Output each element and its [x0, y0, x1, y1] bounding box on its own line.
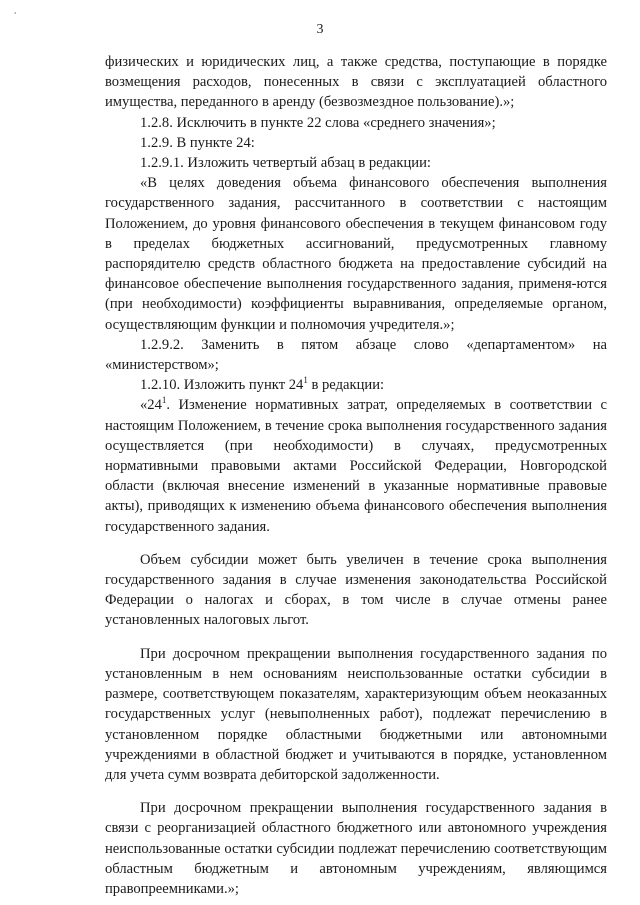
paragraph-point-24-1: [105, 395, 607, 536]
paragraph-continuation: физических и юридических лиц, а также средства, поступающие в порядке возмещения расходов, понесенных в связи с эксплуатацией областного имущества, переданного в аренду (безвозмездное пользование).»;: [105, 54, 607, 111]
paragraph-item-1-2-10: [105, 375, 607, 395]
text-before-sup: 1.2.10. Изложить пункт 24: [140, 377, 304, 394]
text-after-sup: . Изменение нормативных затрат, определяемых в соответствии с настоящим Положением, в течение срока выполнения государственного задания осуществляется (при необходимости) в случаях, предусмотренных нормативными правовыми актами Российской Федерации, Новгородской области (включая внесение изменений в указанные нормативные правовые акты), приводящих к изменению объема финансового обеспечения выполнения государственного задания.: [105, 397, 607, 535]
text-after-sup: в редакции:: [307, 377, 385, 394]
paragraph-reorganization: При досрочном прекращении выполнения государственного задания в связи с реорганизацией областного бюджетного или автономного учреждения неиспользованные остатки субсидии подлежат перечислению соответствующим областным бюджетным и автономным учреждениям, являющимся правопреемниками.»;: [105, 800, 607, 897]
paragraph-item-1-2-8: 1.2.8. Исключить в пункте 22 слова «среднего значения»;: [140, 114, 496, 131]
corner-mark: ⸱: [14, 8, 17, 18]
text-before-sup: «24: [140, 397, 162, 414]
page-number: 3: [316, 22, 324, 37]
paragraph-quoted-fourth-abzac: «В целях доведения объема финансового обеспечения выполнения государственного задания, рассчитанного в соответствии с настоящим Положением, до уровня финансового обеспечения в текущем финансовом году в пределах бюджетных ассигнований, предусмотренных главному распорядителю средств областного бюджета на предоставление субсидий на финансовое обеспечение выполнения государственного задания, применя-ются (при необходимости) коэффициенты выравнивания, определяемые органом, осуществляющим функции и полномочия учредителя.»;: [105, 175, 607, 333]
superscript: 1: [303, 375, 308, 386]
paragraph-item-1-2-9-1: 1.2.9.1. Изложить четвертый абзац в редакции:: [140, 155, 431, 172]
paragraph-early-termination: При досрочном прекращении выполнения государственного задания по установленным в нем основаниям неиспользованные остатки субсидии в размере, соответствующем показателям, характеризующим объем неоказанных государственных услуг (невыполненных работ), подлежат перечислению в установленном порядке областными бюджетными или автономными учреждениями в областной бюджет и учитываются в порядке, установленном для учета сумм возврата дебиторской задолженности.: [105, 645, 607, 783]
document-body: [105, 52, 607, 899]
paragraph-item-1-2-9-2: 1.2.9.2. Заменить в пятом абзаце слово «департаментом» на «министерством»;: [105, 336, 607, 374]
superscript: 1: [161, 395, 167, 406]
paragraph-item-1-2-9: 1.2.9. В пункте 24:: [140, 134, 255, 151]
paragraph-subsidy-increase: Объем субсидии может быть увеличен в течение срока выполнения государственного задания в случае изменения законодательства Российской Федерации о налогах и сборах, в том числе в случае отмены ранее установленных налоговых льгот.: [105, 551, 607, 629]
